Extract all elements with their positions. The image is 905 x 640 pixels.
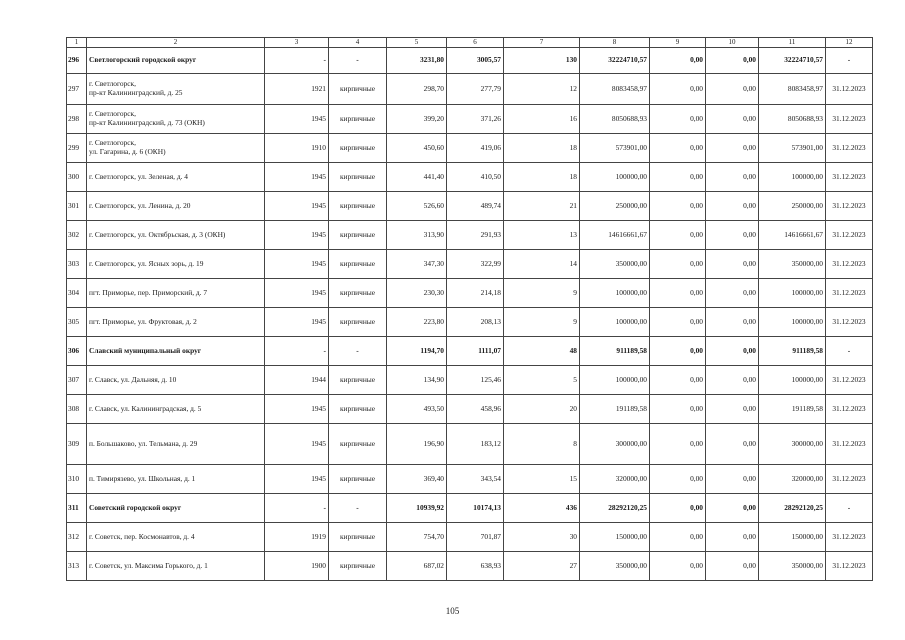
column-header: 2 [87, 38, 265, 48]
living-area-cell: 214,18 [447, 279, 504, 308]
row-number-cell: 308 [67, 395, 87, 424]
row-number-cell: 297 [67, 74, 87, 105]
completion-date-cell: 31.12.2023 [826, 163, 873, 192]
cost-owners-cell: 250000,00 [759, 192, 826, 221]
address-cell: п. Тимирязево, ул. Школьная, д. 1 [87, 465, 265, 494]
address-cell: г. Светлогорск, пр-кт Калининградский, д. 73 (ОКН) [87, 105, 265, 134]
total-area-cell: 196,90 [387, 424, 447, 465]
cost-owners-cell: 100000,00 [759, 279, 826, 308]
year-built-cell: 1945 [265, 105, 329, 134]
cost-budget-cell: 0,00 [706, 250, 759, 279]
residents-cell: 15 [504, 465, 580, 494]
year-built-cell: - [265, 337, 329, 366]
living-area-cell: 291,93 [447, 221, 504, 250]
living-area-cell: 458,96 [447, 395, 504, 424]
cost-total-cell: 28292120,25 [580, 494, 650, 523]
column-header: 5 [387, 38, 447, 48]
residents-cell: 30 [504, 523, 580, 552]
table-row [67, 74, 873, 105]
wall-material-cell: кирпичные [329, 221, 387, 250]
cost-owners-cell: 100000,00 [759, 366, 826, 395]
table-row [67, 465, 873, 494]
total-area-cell: 3231,80 [387, 48, 447, 74]
total-area-cell: 450,60 [387, 134, 447, 163]
living-area-cell: 208,13 [447, 308, 504, 337]
column-header: 3 [265, 38, 329, 48]
total-area-cell: 369,40 [387, 465, 447, 494]
residents-cell: 9 [504, 279, 580, 308]
year-built-cell: 1900 [265, 552, 329, 581]
cost-budget-cell: 0,00 [706, 465, 759, 494]
year-built-cell: 1945 [265, 308, 329, 337]
address-cell: г. Советск, пер. Космонавтов, д. 4 [87, 523, 265, 552]
column-header: 11 [759, 38, 826, 48]
housing-table [66, 37, 873, 581]
wall-material-cell: кирпичные [329, 134, 387, 163]
cost-total-cell: 8083458,97 [580, 74, 650, 105]
cost-owners-cell: 573901,00 [759, 134, 826, 163]
cost-total-cell: 100000,00 [580, 366, 650, 395]
address-cell: г. Славск, ул. Дальняя, д. 10 [87, 366, 265, 395]
wall-material-cell: кирпичные [329, 523, 387, 552]
living-area-cell: 3005,57 [447, 48, 504, 74]
residents-cell: 130 [504, 48, 580, 74]
residents-cell: 12 [504, 74, 580, 105]
district-total-row [67, 337, 873, 366]
cost-fund-cell: 0,00 [650, 395, 706, 424]
total-area-cell: 526,60 [387, 192, 447, 221]
cost-total-cell: 320000,00 [580, 465, 650, 494]
column-header: 6 [447, 38, 504, 48]
total-area-cell: 347,30 [387, 250, 447, 279]
address-cell: г. Советск, ул. Максима Горького, д. 1 [87, 552, 265, 581]
row-number-cell: 304 [67, 279, 87, 308]
cost-total-cell: 100000,00 [580, 279, 650, 308]
total-area-cell: 687,02 [387, 552, 447, 581]
wall-material-cell: кирпичные [329, 366, 387, 395]
total-area-cell: 223,80 [387, 308, 447, 337]
cost-budget-cell: 0,00 [706, 395, 759, 424]
cost-budget-cell: 0,00 [706, 424, 759, 465]
table-row [67, 279, 873, 308]
living-area-cell: 1111,07 [447, 337, 504, 366]
cost-total-cell: 150000,00 [580, 523, 650, 552]
row-number-cell: 307 [67, 366, 87, 395]
cost-total-cell: 911189,58 [580, 337, 650, 366]
wall-material-cell: кирпичные [329, 424, 387, 465]
row-number-cell: 306 [67, 337, 87, 366]
cost-total-cell: 14616661,67 [580, 221, 650, 250]
column-header: 8 [580, 38, 650, 48]
address-cell: г. Светлогорск, пр-кт Калининградский, д. 25 [87, 74, 265, 105]
total-area-cell: 230,30 [387, 279, 447, 308]
row-number-cell: 301 [67, 192, 87, 221]
cost-owners-cell: 911189,58 [759, 337, 826, 366]
cost-fund-cell: 0,00 [650, 221, 706, 250]
cost-fund-cell: 0,00 [650, 337, 706, 366]
cost-budget-cell: 0,00 [706, 552, 759, 581]
living-area-cell: 343,54 [447, 465, 504, 494]
cost-budget-cell: 0,00 [706, 279, 759, 308]
residents-cell: 13 [504, 221, 580, 250]
residents-cell: 16 [504, 105, 580, 134]
living-area-cell: 701,87 [447, 523, 504, 552]
cost-budget-cell: 0,00 [706, 74, 759, 105]
cost-fund-cell: 0,00 [650, 250, 706, 279]
living-area-cell: 410,50 [447, 163, 504, 192]
completion-date-cell: 31.12.2023 [826, 465, 873, 494]
cost-owners-cell: 32224710,57 [759, 48, 826, 74]
cost-fund-cell: 0,00 [650, 424, 706, 465]
address-cell: Славский муниципальный округ [87, 337, 265, 366]
completion-date-cell: - [826, 494, 873, 523]
cost-fund-cell: 0,00 [650, 134, 706, 163]
cost-total-cell: 100000,00 [580, 308, 650, 337]
district-total-row [67, 48, 873, 74]
column-number-row [67, 38, 873, 48]
address-cell: г. Светлогорск, ул. Гагарина, д. 6 (ОКН) [87, 134, 265, 163]
year-built-cell: 1945 [265, 250, 329, 279]
row-number-cell: 298 [67, 105, 87, 134]
total-area-cell: 754,70 [387, 523, 447, 552]
cost-fund-cell: 0,00 [650, 552, 706, 581]
cost-fund-cell: 0,00 [650, 279, 706, 308]
cost-owners-cell: 300000,00 [759, 424, 826, 465]
cost-owners-cell: 150000,00 [759, 523, 826, 552]
cost-fund-cell: 0,00 [650, 48, 706, 74]
cost-owners-cell: 14616661,67 [759, 221, 826, 250]
cost-owners-cell: 350000,00 [759, 250, 826, 279]
wall-material-cell: - [329, 48, 387, 74]
wall-material-cell: кирпичные [329, 74, 387, 105]
table-row [67, 308, 873, 337]
completion-date-cell: 31.12.2023 [826, 552, 873, 581]
total-area-cell: 313,90 [387, 221, 447, 250]
living-area-cell: 489,74 [447, 192, 504, 221]
total-area-cell: 134,90 [387, 366, 447, 395]
row-number-cell: 303 [67, 250, 87, 279]
cost-budget-cell: 0,00 [706, 192, 759, 221]
completion-date-cell: 31.12.2023 [826, 105, 873, 134]
cost-total-cell: 250000,00 [580, 192, 650, 221]
year-built-cell: - [265, 494, 329, 523]
year-built-cell: 1945 [265, 279, 329, 308]
table-row [67, 105, 873, 134]
cost-owners-cell: 28292120,25 [759, 494, 826, 523]
living-area-cell: 371,26 [447, 105, 504, 134]
completion-date-cell: 31.12.2023 [826, 523, 873, 552]
completion-date-cell: 31.12.2023 [826, 424, 873, 465]
cost-owners-cell: 100000,00 [759, 163, 826, 192]
row-number-cell: 305 [67, 308, 87, 337]
column-header: 4 [329, 38, 387, 48]
residents-cell: 5 [504, 366, 580, 395]
table-row [67, 134, 873, 163]
row-number-cell: 299 [67, 134, 87, 163]
address-cell: пгт. Приморье, пер. Приморский, д. 7 [87, 279, 265, 308]
address-cell: г. Светлогорск, ул. Зеленая, д. 4 [87, 163, 265, 192]
cost-budget-cell: 0,00 [706, 221, 759, 250]
residents-cell: 27 [504, 552, 580, 581]
year-built-cell: 1919 [265, 523, 329, 552]
residents-cell: 21 [504, 192, 580, 221]
cost-total-cell: 100000,00 [580, 163, 650, 192]
wall-material-cell: кирпичные [329, 192, 387, 221]
column-header: 7 [504, 38, 580, 48]
cost-budget-cell: 0,00 [706, 163, 759, 192]
living-area-cell: 10174,13 [447, 494, 504, 523]
cost-owners-cell: 8083458,97 [759, 74, 826, 105]
table-row [67, 552, 873, 581]
table-row [67, 523, 873, 552]
cost-fund-cell: 0,00 [650, 308, 706, 337]
cost-fund-cell: 0,00 [650, 74, 706, 105]
cost-budget-cell: 0,00 [706, 523, 759, 552]
living-area-cell: 277,79 [447, 74, 504, 105]
cost-total-cell: 32224710,57 [580, 48, 650, 74]
wall-material-cell: - [329, 494, 387, 523]
row-number-cell: 310 [67, 465, 87, 494]
year-built-cell: 1945 [265, 395, 329, 424]
table-row [67, 192, 873, 221]
total-area-cell: 399,20 [387, 105, 447, 134]
table-row [67, 250, 873, 279]
wall-material-cell: кирпичные [329, 395, 387, 424]
address-cell: г. Славск, ул. Калининградская, д. 5 [87, 395, 265, 424]
completion-date-cell: 31.12.2023 [826, 395, 873, 424]
completion-date-cell: 31.12.2023 [826, 366, 873, 395]
wall-material-cell: - [329, 337, 387, 366]
address-cell: г. Светлогорск, ул. Ясных зорь, д. 19 [87, 250, 265, 279]
cost-owners-cell: 8050688,93 [759, 105, 826, 134]
wall-material-cell: кирпичные [329, 250, 387, 279]
wall-material-cell: кирпичные [329, 105, 387, 134]
completion-date-cell: - [826, 48, 873, 74]
row-number-cell: 312 [67, 523, 87, 552]
address-cell: Светлогорский городской округ [87, 48, 265, 74]
row-number-cell: 309 [67, 424, 87, 465]
wall-material-cell: кирпичные [329, 552, 387, 581]
wall-material-cell: кирпичные [329, 465, 387, 494]
cost-budget-cell: 0,00 [706, 134, 759, 163]
cost-fund-cell: 0,00 [650, 366, 706, 395]
row-number-cell: 311 [67, 494, 87, 523]
cost-fund-cell: 0,00 [650, 163, 706, 192]
cost-total-cell: 350000,00 [580, 552, 650, 581]
living-area-cell: 419,06 [447, 134, 504, 163]
cost-total-cell: 573901,00 [580, 134, 650, 163]
address-cell: г. Светлогорск, ул. Ленина, д. 20 [87, 192, 265, 221]
row-number-cell: 313 [67, 552, 87, 581]
page-number: 105 [445, 606, 460, 616]
wall-material-cell: кирпичные [329, 163, 387, 192]
year-built-cell: 1945 [265, 424, 329, 465]
year-built-cell: 1910 [265, 134, 329, 163]
cost-total-cell: 350000,00 [580, 250, 650, 279]
year-built-cell: 1945 [265, 192, 329, 221]
completion-date-cell: - [826, 337, 873, 366]
address-cell: Советский городской округ [87, 494, 265, 523]
cost-owners-cell: 350000,00 [759, 552, 826, 581]
year-built-cell: 1945 [265, 163, 329, 192]
residents-cell: 18 [504, 163, 580, 192]
cost-budget-cell: 0,00 [706, 48, 759, 74]
residents-cell: 8 [504, 424, 580, 465]
row-number-cell: 300 [67, 163, 87, 192]
total-area-cell: 10939,92 [387, 494, 447, 523]
completion-date-cell: 31.12.2023 [826, 250, 873, 279]
column-header: 10 [706, 38, 759, 48]
row-number-cell: 302 [67, 221, 87, 250]
total-area-cell: 493,50 [387, 395, 447, 424]
cost-fund-cell: 0,00 [650, 105, 706, 134]
total-area-cell: 1194,70 [387, 337, 447, 366]
residents-cell: 9 [504, 308, 580, 337]
total-area-cell: 441,40 [387, 163, 447, 192]
cost-owners-cell: 320000,00 [759, 465, 826, 494]
table-row [67, 221, 873, 250]
year-built-cell: - [265, 48, 329, 74]
cost-owners-cell: 100000,00 [759, 308, 826, 337]
completion-date-cell: 31.12.2023 [826, 308, 873, 337]
year-built-cell: 1944 [265, 366, 329, 395]
completion-date-cell: 31.12.2023 [826, 134, 873, 163]
district-total-row [67, 494, 873, 523]
cost-budget-cell: 0,00 [706, 337, 759, 366]
residents-cell: 14 [504, 250, 580, 279]
cost-budget-cell: 0,00 [706, 494, 759, 523]
year-built-cell: 1921 [265, 74, 329, 105]
address-cell: пгт. Приморье, ул. Фруктовая, д. 2 [87, 308, 265, 337]
living-area-cell: 638,93 [447, 552, 504, 581]
residents-cell: 18 [504, 134, 580, 163]
completion-date-cell: 31.12.2023 [826, 192, 873, 221]
wall-material-cell: кирпичные [329, 308, 387, 337]
cost-fund-cell: 0,00 [650, 465, 706, 494]
living-area-cell: 125,46 [447, 366, 504, 395]
residents-cell: 48 [504, 337, 580, 366]
completion-date-cell: 31.12.2023 [826, 74, 873, 105]
living-area-cell: 183,12 [447, 424, 504, 465]
cost-budget-cell: 0,00 [706, 308, 759, 337]
cost-total-cell: 300000,00 [580, 424, 650, 465]
address-cell: г. Светлогорск, ул. Октябрьская, д. 3 (ОКН) [87, 221, 265, 250]
cost-total-cell: 8050688,93 [580, 105, 650, 134]
completion-date-cell: 31.12.2023 [826, 279, 873, 308]
table-row [67, 424, 873, 465]
cost-budget-cell: 0,00 [706, 105, 759, 134]
cost-owners-cell: 191189,58 [759, 395, 826, 424]
wall-material-cell: кирпичные [329, 279, 387, 308]
completion-date-cell: 31.12.2023 [826, 221, 873, 250]
year-built-cell: 1945 [265, 465, 329, 494]
residents-cell: 436 [504, 494, 580, 523]
total-area-cell: 298,70 [387, 74, 447, 105]
column-header: 1 [67, 38, 87, 48]
cost-budget-cell: 0,00 [706, 366, 759, 395]
address-cell: п. Большаково, ул. Тельмана, д. 29 [87, 424, 265, 465]
cost-fund-cell: 0,00 [650, 192, 706, 221]
residents-cell: 20 [504, 395, 580, 424]
year-built-cell: 1945 [265, 221, 329, 250]
column-header: 9 [650, 38, 706, 48]
cost-fund-cell: 0,00 [650, 494, 706, 523]
cost-total-cell: 191189,58 [580, 395, 650, 424]
table-row [67, 395, 873, 424]
living-area-cell: 322,99 [447, 250, 504, 279]
column-header: 12 [826, 38, 873, 48]
table-row [67, 163, 873, 192]
cost-fund-cell: 0,00 [650, 523, 706, 552]
row-number-cell: 296 [67, 48, 87, 74]
table-row [67, 366, 873, 395]
